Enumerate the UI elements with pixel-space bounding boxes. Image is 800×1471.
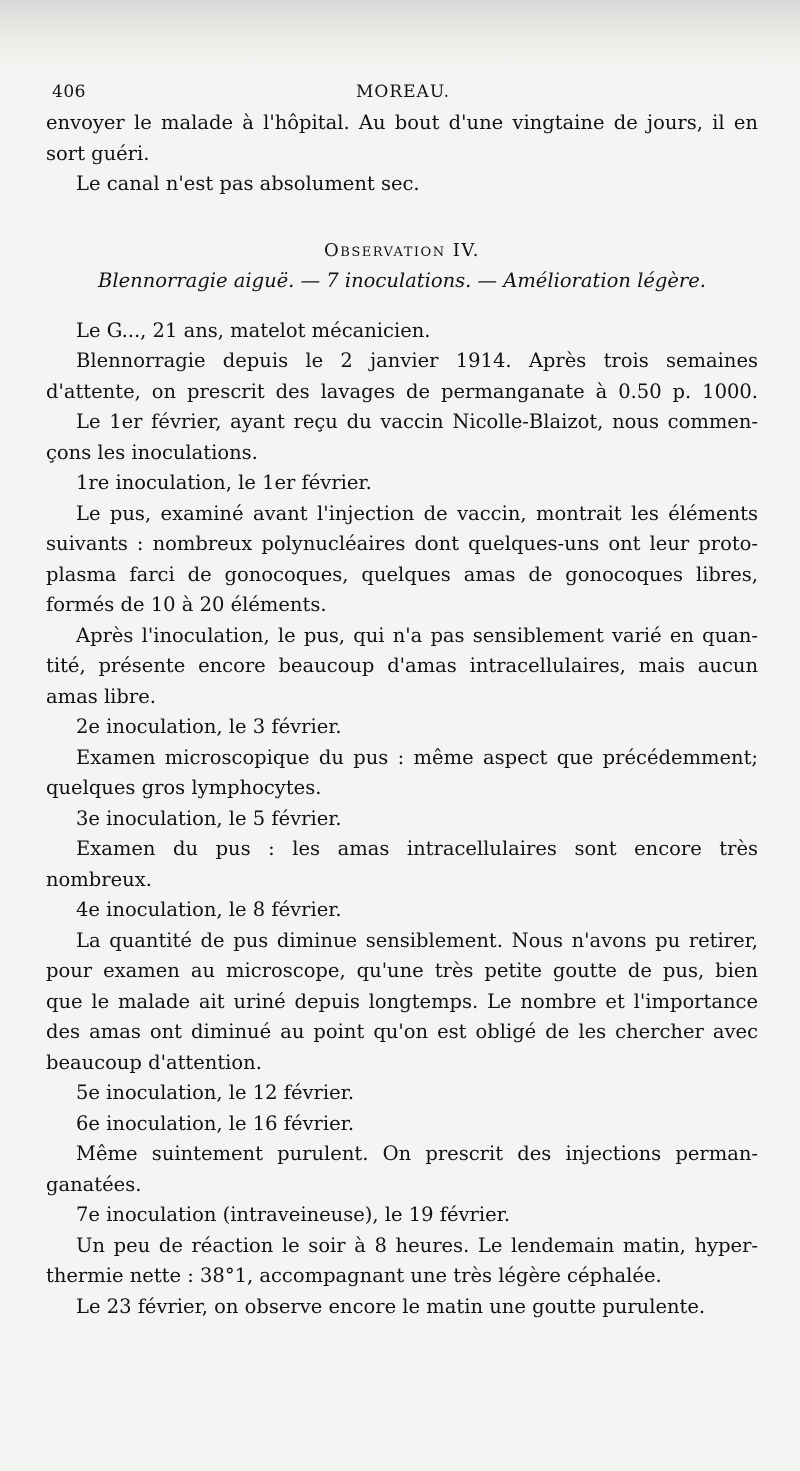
- text-line: Le 1er février, ayant reçu du vaccin Nicolle-Blaizot, nous commen-: [76, 410, 758, 433]
- text-line: 6e inoculation, le 16 février.: [76, 1111, 355, 1135]
- text-line: pour examen au microscope, qu'une très petite goutte de pus, bien: [46, 959, 758, 982]
- text-line: envoyer le malade à l'hôpital. Au bout d'une vingtaine de jours, il en: [46, 111, 758, 134]
- text-line: 2e inoculation, le 3 février.: [76, 715, 342, 738]
- text-line: amas libre.: [46, 684, 156, 708]
- text-line: Blennorragie depuis le 2 janvier 1914. Après trois semaines: [76, 349, 758, 372]
- text-line: formés de 10 à 20 éléments.: [46, 593, 327, 616]
- text-line: Un peu de réaction le soir à 8 heures. Le lendemain matin, hyper-: [76, 1233, 758, 1257]
- text-line: quelques gros lymphocytes.: [46, 776, 322, 799]
- text-line: que le malade ait uriné depuis longtemps. Le nombre et l'importance: [46, 989, 758, 1013]
- text-line: suivants : nombreux polynucléaires dont quelques-uns ont leur proto-: [46, 532, 758, 555]
- text-line: Le 23 février, on observe encore le matin une goutte purulente.: [76, 1294, 706, 1318]
- observation-heading: Observation IV.: [324, 239, 480, 261]
- text-line: tité, présente encore beaucoup d'amas intracellulaires, mais aucun: [46, 654, 758, 677]
- spacer: [46, 296, 758, 316]
- text-line: d'attente, on prescrit des lavages de permanganate à 0.50 p. 1000.: [46, 379, 758, 403]
- observation-summary: Blennorragie aiguë. — 7 inoculations. — Amélioration légère.: [98, 268, 706, 292]
- text-line: Après l'inoculation, le pus, qui n'a pas sensiblement varié en quan-: [76, 623, 758, 647]
- text-line: beaucoup d'attention.: [46, 1050, 262, 1074]
- text-line: Même suintement purulent. On prescrit des injections perman-: [76, 1142, 758, 1165]
- text-line: 7e inoculation (intraveineuse), le 19 février.: [76, 1203, 511, 1226]
- text-line: plasma farci de gonocoques, quelques amas de gonocoques libres,: [46, 562, 758, 586]
- text-block: [46, 82, 758, 1322]
- text-line: ganatées.: [46, 1172, 142, 1196]
- text-line: Examen microscopique du pus : même aspect que précédemment;: [76, 745, 758, 769]
- text-line: 1re inoculation, le 1er février.: [76, 471, 372, 494]
- text-line: 3e inoculation, le 5 février.: [76, 806, 342, 830]
- running-title: MOREAU.: [356, 82, 451, 102]
- page-number: 406: [52, 82, 86, 102]
- spacer: [46, 200, 758, 236]
- running-head: [46, 82, 758, 108]
- text-line: 4e inoculation, le 8 février.: [76, 898, 342, 921]
- text-line: thermie nette : 38°1, accompagnant une très légère céphalée.: [46, 1264, 662, 1287]
- text-line: 5e inoculation, le 12 février.: [76, 1081, 355, 1104]
- text-line: La quantité de pus diminue sensiblement. Nous n'avons pu retirer,: [76, 928, 758, 952]
- text-line: Le canal n'est pas absolument sec.: [76, 172, 420, 195]
- text-line: çons les inoculations.: [46, 440, 258, 464]
- text-line: Examen du pus : les amas intracellulaires sont encore très: [76, 837, 758, 860]
- text-line: Le pus, examiné avant l'injection de vaccin, montrait les éléments: [76, 501, 758, 525]
- text-line: sort guéri.: [46, 141, 150, 165]
- text-line: des amas ont diminué au point qu'on est obligé de les chercher avec: [46, 1020, 758, 1043]
- text-line: Le G..., 21 ans, matelot mécanicien.: [76, 318, 431, 342]
- text-line: nombreux.: [46, 867, 152, 891]
